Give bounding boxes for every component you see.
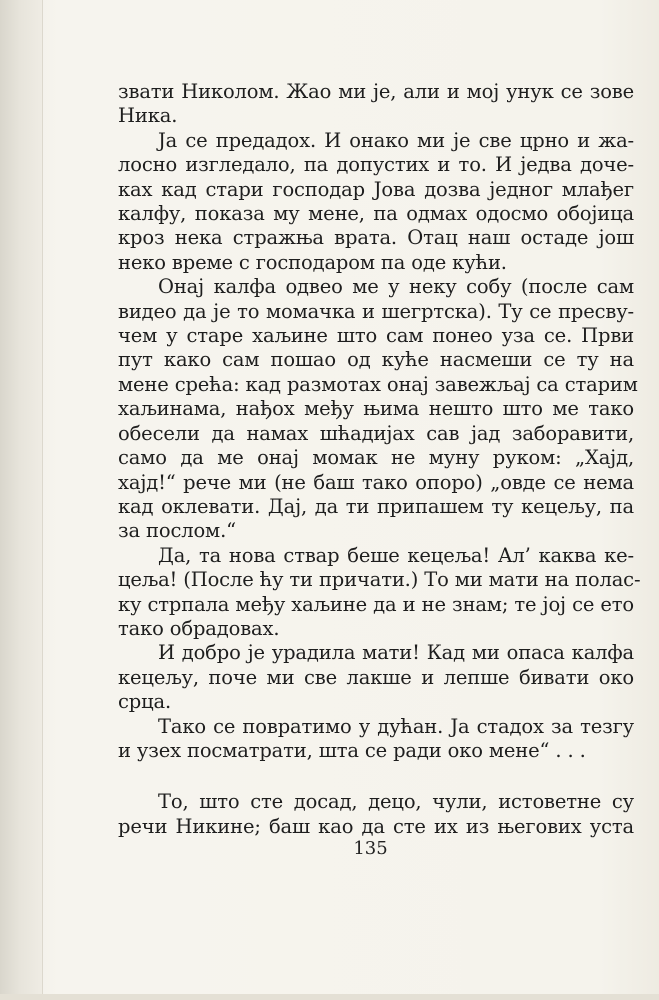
text-line: мене срећа: кад размотах онај завежљај са старим [118, 372, 638, 396]
text-line: ку стрпала међу хаљине да и не знам; те јој се ето [118, 592, 634, 616]
text-line: чем у старе хаљине што сам понео уза се. Први [118, 324, 634, 348]
text-line: кроз нека стражња врата. Отац наш остаде још [118, 226, 634, 250]
text-line: тако обрадовах. [118, 616, 280, 640]
body-text [118, 80, 641, 839]
text-line: хаљинама, нађох међу њима нешто што ме тако [118, 397, 634, 421]
text-line: пут како сам пошао од куће насмеши се ту на [118, 348, 634, 372]
text-line: срца. [118, 690, 172, 714]
text-line: Ника. [118, 104, 178, 128]
text-line: цеља! (После ћу ти причати.) То ми мати на полас- [118, 568, 641, 592]
text-line: звати Николом. Жао ми је, али и мој унук се зове [118, 80, 634, 103]
page-number: 135 [353, 838, 388, 859]
text-line: обесели да намах шћадијах сав јад заборавити, [118, 421, 634, 445]
text-line: видео да је то момачка и шегртска). Ту се пресву- [118, 299, 634, 323]
text-line: кецељу, поче ми све лакше и лепше бивати око [118, 665, 634, 689]
text-line: кад оклевати. Дај, да ти припашем ту кецељу, па [118, 494, 634, 518]
text-line: за послом.“ [118, 519, 236, 543]
text-line: Ја се предадох. И онако ми је све црно и жа- [158, 128, 634, 152]
page-bottom-edge [0, 994, 659, 1000]
text-line: и узех посматрати, шта се ради око мене“ . . . [118, 738, 586, 762]
text-line: ках кад стари господар Јова дозва једног млађег [118, 177, 634, 201]
text-line: лосно изгледало, па допустих и то. И једва доче- [118, 153, 634, 177]
text-line: Тако се повратимо у дућан. Ја стадох за тезгу [158, 714, 634, 738]
text-line: речи Никине; баш као да сте их из његових уста [118, 814, 634, 838]
text-line: неко време с господаром па оде кући. [118, 250, 507, 274]
section-gap [118, 763, 634, 790]
text-line: Онај калфа одвео ме у неку собу (после сам [158, 275, 634, 299]
text-line: То, што сте досад, децо, чули, истоветне су [158, 790, 634, 814]
text-line: Да, та нова ствар беше кецеља! Ал’ каква ке- [158, 543, 634, 567]
text-line: И добро је урадила мати! Кад ми опаса калфа [158, 641, 634, 665]
text-line: калфу, показа му мене, па одмах одосмо обојица [118, 202, 634, 226]
text-line: само да ме онај момак не муну руком: „Хајд, [118, 446, 634, 470]
text-line: хајд!“ рече ми (не баш тако опоро) „овде се нема [118, 470, 634, 494]
